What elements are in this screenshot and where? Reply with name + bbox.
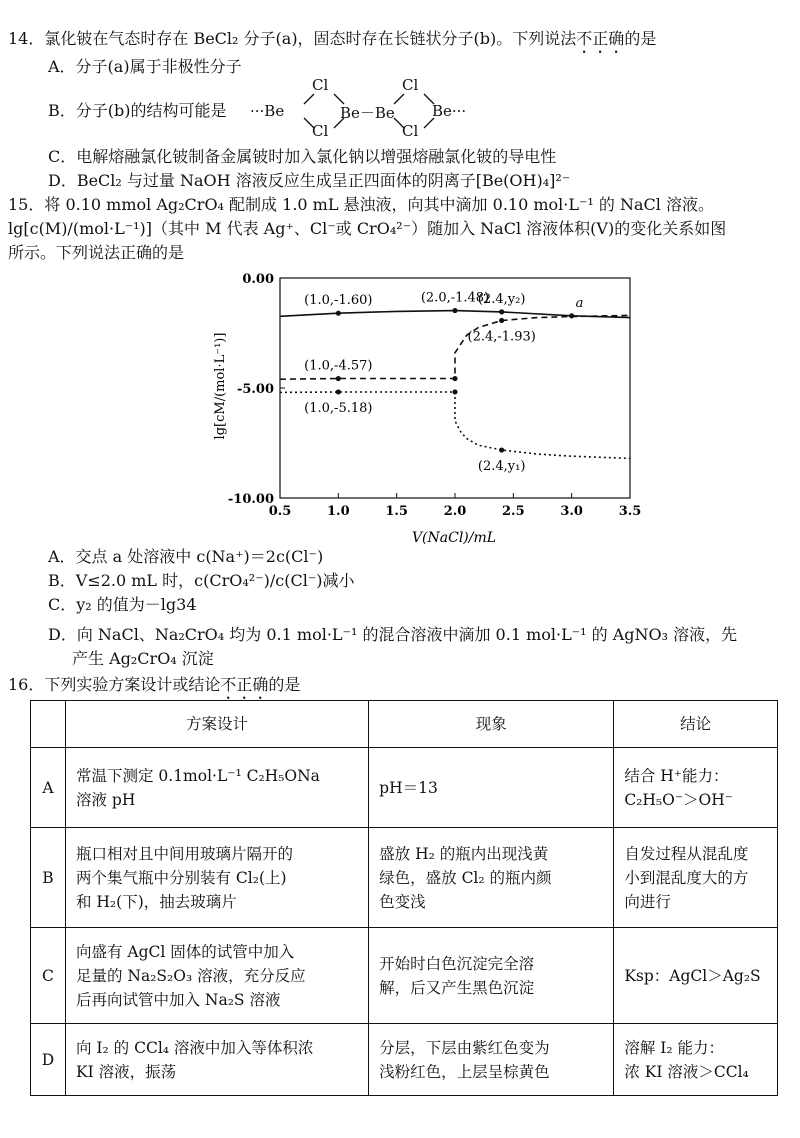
data-point (499, 309, 504, 314)
chain-cl-top-2: Cl (402, 76, 419, 94)
x-tick-label: 1.0 (327, 504, 350, 519)
header-conclusion: 结论 (614, 701, 778, 748)
q14-option-b: B．分子(b)的结构可能是 (48, 101, 227, 120)
conclusion-cell (614, 748, 778, 828)
q15-option-d-line1: D．向 NaCl、Na₂CrO₄ 均为 0.1 mol·L⁻¹ 的混合溶液中滴加 0.1 mol·L⁻¹ 的 AgNO₃ 溶液，先 (48, 625, 738, 644)
q15-stem-line1: 15．将 0.10 mmol Ag₂CrO₄ 配制成 1.0 mL 悬浊液，向其中滴加 0.10 mol·L⁻¹ 的 NaCl 溶液。 (8, 195, 715, 214)
conclusion-cell (614, 828, 778, 928)
design-cell (65, 748, 368, 828)
q15-option-b: B．V≤2.0 mL 时，c(CrO₄²⁻)/c(Cl⁻)减小 (48, 571, 355, 590)
cell-line: 溶解 I₂ 能力： (624, 1038, 725, 1057)
q16-stem-emphasis: 不正确 (220, 675, 269, 694)
q16-stem-text: 16．下列实验方案设计或结论 (8, 675, 221, 694)
phenomenon-cell (369, 828, 614, 928)
data-point (452, 376, 457, 381)
cell-line: 瓶口相对且中间用玻璃片隔开的 (75, 844, 293, 863)
chart-series (280, 311, 630, 459)
point-label: (2.0,-1.48) (420, 290, 490, 306)
conclusion-cell (614, 928, 778, 1024)
x-tick-label: 1.5 (385, 504, 408, 519)
row-letter: D (31, 1024, 66, 1096)
table-row (31, 1024, 778, 1096)
point-label: (2.4,y₂) (477, 291, 526, 307)
cell-line: Ksp：AgCl＞Ag₂S (624, 966, 761, 985)
cell-line: 结合 H⁺能力： (624, 766, 729, 785)
concentration-chart (200, 268, 660, 550)
header-design: 方案设计 (65, 701, 368, 748)
q15-option-a: A．交点 a 处溶液中 c(Na⁺)＝2c(Cl⁻) (48, 547, 324, 566)
cell-line: 向 I₂ 的 CCl₄ 溶液中加入等体积浓 (75, 1038, 314, 1057)
q14-stem-emphasis: 不正确 (576, 29, 625, 48)
x-tick-label: 2.0 (443, 504, 467, 519)
q15-option-d-line2: 产生 Ag₂CrO₄ 沉淀 (72, 649, 214, 668)
row-letter: A (31, 748, 66, 828)
data-point (569, 313, 574, 318)
chain-left-be: ···Be (250, 102, 285, 120)
data-point (452, 389, 457, 394)
experiment-table (30, 700, 778, 1096)
table-row (31, 928, 778, 1024)
header-phenomenon: 现象 (369, 701, 614, 748)
data-point (499, 447, 504, 452)
table-row (31, 828, 778, 928)
chart-y-label: lg[cM/(mol·L⁻¹)] (213, 332, 228, 440)
design-cell (65, 1024, 368, 1096)
chain-cl-bottom-2: Cl (402, 122, 419, 140)
q16-stem-end: 的是 (268, 675, 301, 694)
phenomenon-cell (369, 928, 614, 1024)
cell-line: 分层，下层由紫红色变为 (379, 1038, 550, 1057)
q14-option-a: A．分子(a)属于非极性分子 (48, 57, 242, 76)
point-label: a (575, 295, 584, 311)
x-tick-label: 3.5 (618, 504, 642, 519)
cell-line: 常温下测定 0.1mol·L⁻¹ C₂H₅ONa (75, 766, 320, 785)
q16-stem (8, 674, 300, 703)
phenomenon-cell (369, 748, 614, 828)
design-cell (65, 928, 368, 1024)
point-label: (2.4,-1.93) (467, 329, 536, 345)
q14-stem-text: 14．氯化铍在气态时存在 BeCl₂ 分子(a)，固态时存在长链状分子(b)。下列说法 (8, 29, 577, 48)
chart-x-label: V(NaCl)/mL (411, 530, 497, 546)
q15-stem-line2: lg[c(M)/(mol·L⁻¹)]（其中 M 代表 Ag⁺、Cl⁻或 CrO₄²⁻）随加入 NaCl 溶液体积(V)的变化关系如图 (8, 219, 727, 238)
q14-option-d: D．BeCl₂ 与过量 NaOH 溶液反应生成呈正四面体的阴离子[Be(OH)₄]²⁻ (48, 171, 571, 190)
x-tick-label: 2.5 (502, 504, 525, 519)
point-label: (1.0,-1.60) (304, 293, 373, 309)
data-point (336, 311, 341, 316)
cell-line: 自发过程从混乱度 (624, 844, 749, 863)
cell-line: 后再向试管中加入 Na₂S 溶液 (75, 990, 281, 1009)
x-tick-label: 0.5 (268, 504, 292, 519)
cell-line: 绿色，盛放 Cl₂ 的瓶内颜 (379, 868, 552, 887)
cell-line: KI 溶液，振荡 (75, 1062, 177, 1081)
x-tick-label: 3.0 (560, 504, 583, 519)
y-tick-label: 0.00 (242, 272, 274, 287)
point-label: (2.4,y₁) (477, 459, 526, 475)
q15-option-c: C．y₂ 的值为－lg34 (48, 595, 197, 614)
data-point (452, 308, 457, 313)
table-row (31, 748, 778, 828)
y-tick-label: -10.00 (227, 492, 274, 507)
cell-line: C₂H₅O⁻＞OH⁻ (624, 790, 733, 809)
cell-line: 小到混乱度大的方 (624, 868, 749, 887)
cell-line: 浅粉红色，上层呈棕黄色 (379, 1062, 550, 1081)
conclusion-cell (614, 1024, 778, 1096)
row-letter: B (31, 828, 66, 928)
chain-right-be: Be··· (432, 102, 467, 120)
q14-stem (8, 28, 656, 57)
cell-line: 足量的 Na₂S₂O₃ 溶液，充分反应 (75, 966, 306, 985)
cell-line: 盛放 H₂ 的瓶内出现浅黄 (379, 844, 549, 863)
row-letter: C (31, 928, 66, 1024)
chain-middle-be: Be－Be (340, 104, 395, 122)
table-header-row (31, 701, 778, 748)
cell-line: 开始时白色沉淀完全溶 (379, 954, 535, 973)
y-tick-label: -5.00 (236, 382, 274, 397)
chain-cl-top-1: Cl (312, 76, 329, 94)
q15-stem-line3: 所示。下列说法正确的是 (8, 243, 185, 262)
cell-line: 解，后又产生黑色沉淀 (379, 978, 535, 997)
cell-line: 两个集气瓶中分别装有 Cl₂(上) (75, 868, 287, 887)
phenomenon-cell (369, 1024, 614, 1096)
becl2-chain-structure (250, 76, 480, 142)
q14-option-c: C．电解熔融氯化铍制备金属铍时加入氯化钠以增强熔融氯化铍的导电性 (48, 147, 557, 166)
cell-line: 溶液 pH (75, 790, 136, 809)
cell-line: 和 H₂(下)，抽去玻璃片 (75, 892, 237, 911)
cell-line: 浓 KI 溶液＞CCl₄ (624, 1062, 749, 1081)
cell-line: 向进行 (624, 892, 671, 911)
point-label: (1.0,-4.57) (304, 358, 373, 374)
cell-line: 色变浅 (379, 892, 426, 911)
design-cell (65, 828, 368, 928)
data-point (336, 389, 341, 394)
data-point (336, 376, 341, 381)
chain-cl-bottom-1: Cl (312, 122, 329, 140)
q14-stem-end: 的是 (624, 29, 657, 48)
point-label: (1.0,-5.18) (304, 400, 373, 416)
cell-line: 向盛有 AgCl 固体的试管中加入 (75, 942, 295, 961)
header-blank (31, 701, 66, 748)
cell-line: pH＝13 (379, 778, 438, 797)
data-point (499, 318, 504, 323)
